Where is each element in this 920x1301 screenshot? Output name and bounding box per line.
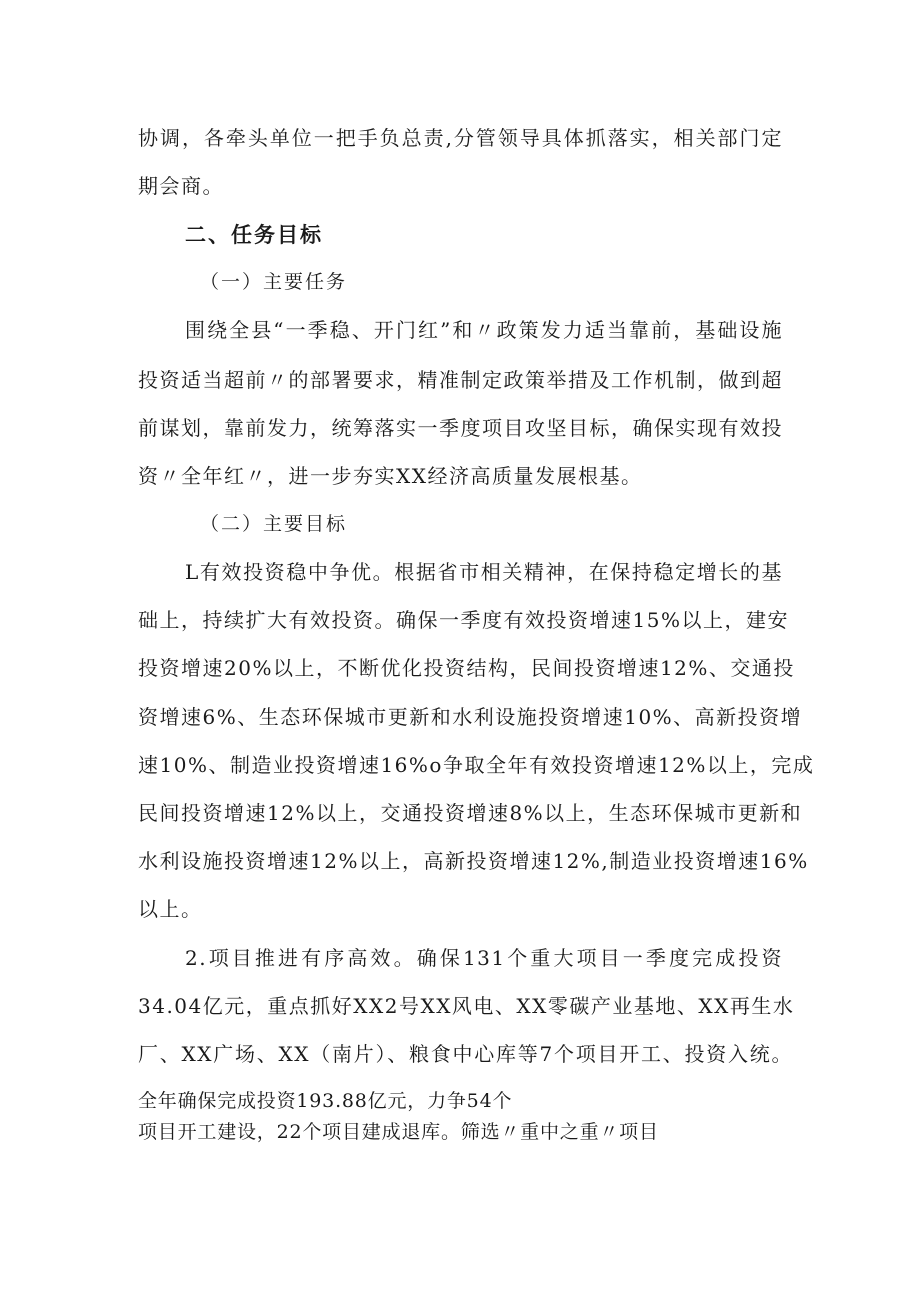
item-1-line-2: 础上，持续扩大有效投资。确保一季度有效投资增速15%以上，建安 (138, 608, 789, 632)
section-2-heading: 二、任务目标 (185, 223, 323, 247)
item-2-line-1: 2.项目推进有序高效。确保131个重大项目一季度完成投资 (185, 946, 783, 970)
subsection-2-heading: （二）主要目标 (200, 513, 348, 535)
subsection-1-line-2: 投资适当超前〃的部署要求，精准制定政策举措及工作机制，做到超 (138, 368, 783, 392)
item-2-line-2: 34.04亿元，重点抓好XX2号XX风电、XX零碳产业基地、XX再生水 (138, 994, 795, 1018)
paragraph-1-line-2: 期会商。 (138, 174, 224, 198)
item-1-line-8: 以上。 (138, 897, 203, 921)
subsection-1-line-3: 前谋划，靠前发力，统筹落实一季度项目攻坚目标，确保实现有效投 (138, 416, 783, 440)
item-2-line-5: 项目开工建设，22个项目建成退库。筛选〃重中之重〃项目 (138, 1121, 659, 1143)
item-1-line-7: 水利设施投资增速12%以上，高新投资增速12%,制造业投资增速16% (138, 849, 809, 873)
subsection-1-heading: （一）主要任务 (200, 271, 348, 293)
item-1-line-5: 速10%、制造业投资增速16%o争取全年有效投资增速12%以上，完成 (138, 753, 815, 777)
subsection-1-line-1: 围绕全县“一季稳、开门红”和〃政策发力适当靠前，基础设施 (185, 318, 783, 342)
item-1-line-6: 民间投资增速12%以上，交通投资增速8%以上，生态环保城市更新和 (138, 801, 803, 825)
subsection-1-line-4: 资〃全年红〃，进一步夯实XX经济高质量发展根基。 (138, 464, 643, 488)
item-1-line-1: L有效投资稳中争优。根据省市相关精神，在保持稳定增长的基 (185, 560, 783, 584)
item-1-line-4: 资增速6%、生态环保城市更新和水利设施投资增速10%、高新投资增 (138, 705, 803, 729)
item-1-line-3: 投资增速20%以上，不断优化投资结构，民间投资增速12%、交通投 (138, 656, 795, 680)
item-2-line-3: 厂、XX广场、XX（南片）、粮食中心库等7个项目开工、投资入统。 (138, 1042, 793, 1066)
item-2-line-4: 全年确保完成投资193.88亿元，力争54个 (138, 1090, 513, 1112)
paragraph-1-line-1: 协调，各牵头单位一把手负总责,分管领导具体抓落实，相关部门定 (138, 126, 783, 150)
